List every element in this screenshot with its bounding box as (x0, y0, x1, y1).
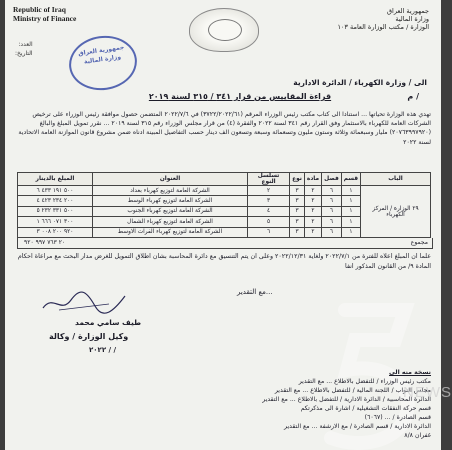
table-cell: ٣ (290, 196, 305, 206)
table-cell: ٦ (322, 217, 342, 227)
news-watermark-text: NEWS (403, 384, 452, 401)
table-cell: ٦ (322, 196, 342, 206)
state-emblem-icon (189, 8, 259, 52)
arabic-letterhead (337, 7, 429, 31)
reference-block (15, 40, 33, 58)
subject-prefix: م / (407, 92, 419, 101)
table-cell: الشركة العامة لتوزيع كهرباء الفرات الاوسط (93, 227, 248, 237)
table-cell: ٤ (248, 206, 290, 216)
copies-title: نسخة منه الى (389, 369, 431, 376)
table-cell: ٣ (248, 196, 290, 206)
table-total-row (17, 238, 433, 249)
ar-letterhead-line1: جمهورية العراق (387, 7, 429, 15)
body-paragraph-1: تهدي هذه الوزارة تحياتها ... استنادا الى كتاب مكتب رئيس الوزراء المرقم (٣٧٢٢/٢٠٢٢/٦١) في ٢٠٢٢/٧/٦ المتضمن حصول موافقة رئيس الوزراء على ترخيص الشركات العامة للكهرباء بالاستثمار وفق القرار رقم ٣٤١ لسنة ٢٠٢٢ والفقرة (٤) من قرار مجلس الوزراء رقم ٣١٥ لسنة ٢٠١٩ ... نقرر تمويل المبلغ والبالغ (٢٠٧٦٣٩٩٧٩٢٠) مليار وسبعمائة وثلاثة وستون مليون وتسعمائة وسبعة وتسعون الف دينار حسب التفاصيل المبينة ادناه ضمن مشروع قانون الموازنة العامة الاتحادية لسنة ٢٠٢٢ (18, 111, 431, 146)
table-cell: ٢ (248, 186, 290, 196)
table-cell: ٦ (322, 227, 342, 237)
ar-letterhead-line3: الوزارة / مكتب الوزارة العامة ١٠٣ (337, 23, 429, 31)
total-value: ٢٠ ٧٦٣ ٩٩٧ ٩٢٠ (24, 239, 66, 246)
table-cell: ٣ (290, 227, 305, 237)
table-cell: الشركة العامة لتوزيع كهرباء الجنوب (93, 206, 248, 216)
body-paragraph-2: علما ان المبلغ اعلاه للفترة من ٢٠٢٢/٧/١ ولغاية ٢٠٢٢/١٢/٣١ وعلى ان يتم التنسيق مع دائرة المحاسبة بشان اطلاق التمويل للغرض مدار البحث مع مراعاة احكام المادة ٩/ من القانون المذكور انفا (17, 253, 431, 270)
table-cell: ٦ (248, 227, 290, 237)
table-cell: ١ (341, 227, 360, 237)
eagle-wing-icon (208, 19, 242, 41)
regards-line: ...مع التقدير (237, 288, 273, 296)
en-letterhead-line1: Republic of Iraq (13, 5, 66, 14)
table-cell: ٢ (304, 217, 321, 227)
table-cell: ٢٠٠ ٢٣٤ ٤٢٣ ٤ (18, 196, 93, 206)
signatory-name: طيف سامي محمد (75, 318, 142, 327)
table-header-cell: مادة (304, 173, 321, 186)
table-cell: الشركة العامة لتوزيع كهرباء الشمال (93, 217, 248, 227)
table-cell: ٢٩ الوزارة / المركز الكهرباء (361, 186, 431, 238)
table-cell: ١ (341, 186, 360, 196)
table-header-cell: نوع (290, 173, 305, 186)
table-header-cell: الباب (361, 173, 431, 186)
list-item: قسم الصادرة / ... (٦٠٦٧) (364, 414, 431, 421)
subject-line: قراءة المقاييس من قرار ٣٤١ / ٣١٥ لسنة ٢٠١٩ (148, 92, 332, 101)
handwritten-signature-icon (39, 290, 129, 316)
table-cell: ٢ (304, 206, 321, 216)
table-cell: ٢ (304, 196, 321, 206)
allocation-table (17, 172, 431, 238)
table-cell: الشركة العامة لتوزيع كهرباء بغداد (93, 186, 248, 196)
table-cell: ١ (341, 206, 360, 216)
signatory-title: وكيل الوزارة / وكالة (49, 332, 129, 341)
table-cell: ٩٢٠ ٢٠٠ ٠٠٨ ٣ (18, 227, 93, 237)
table-header-cell: قسم (341, 173, 360, 186)
reference-date-label: التاريخ: (15, 50, 33, 57)
document-page (5, 0, 452, 450)
english-letterhead (13, 6, 76, 23)
list-item: غفران ٨/٨ (404, 432, 431, 439)
table-cell: ٣٠٠ ٠٧١ ٦٦٦ ١ (18, 217, 93, 227)
ar-letterhead-line2: وزارة المالية (395, 15, 429, 23)
total-label: مجموع (410, 239, 428, 246)
table-cell: ٦ (322, 186, 342, 196)
table-cell: ٥٠٠ ١٩١ ٤٣٣ ٦ (18, 186, 93, 196)
table-cell: ٣ (290, 186, 305, 196)
list-item: الدائرة المحاسبية / الدائرة الادارية / للتفضل بالاطلاع ... مع التقدير (262, 396, 431, 403)
table-header-cell: تسلسل النوع (248, 173, 290, 186)
reference-number-label: العدد: (18, 41, 33, 48)
table-cell: ١ (341, 217, 360, 227)
en-letterhead-line2: Ministry of Finance (13, 13, 77, 23)
table-cell: ٥٠٠ ٣٣١ ٢٣٢ ٥ (18, 206, 93, 216)
copies-to-block (191, 368, 431, 440)
list-item: مكتب رئيس الوزراء / للتفضل بالاطلاع ... مع التقدير (298, 378, 431, 385)
table-cell: ٣ (290, 217, 305, 227)
table-cell: ٥ (248, 217, 290, 227)
table-cell: الشركة العامة لتوزيع كهرباء الوسط (93, 196, 248, 206)
stamp-text: جمهورية العراق وزارة المالية (77, 43, 125, 66)
signature-date: / / ٢٠٢٢ (89, 346, 117, 354)
list-item: الدائرة الادارية / قسم الصادرة / مع الارشفة ... مع التقدير (284, 423, 431, 430)
ministry-stamp-icon (66, 32, 141, 95)
table-header-row (18, 173, 431, 186)
table-header-cell: العنوان (93, 173, 248, 186)
list-item: قسم حركة النفقات التشغيلية / اشارة الى مذكرتكم (300, 405, 431, 412)
table-cell: ٣ (290, 206, 305, 216)
table-cell: ٢ (304, 186, 321, 196)
table-cell: ٢ (304, 227, 321, 237)
table-row (18, 186, 431, 196)
table-header-cell: فصل (322, 173, 342, 186)
list-item: مجلس النواب / اللجنة المالية / للتفضل بالاطلاع ... مع التقدير (274, 387, 431, 394)
addressee-line: الى / وزارة الكهرباء / الدائرة الادارية (293, 78, 427, 87)
table-cell: ٦ (322, 206, 342, 216)
table-header-cell: المبلغ بالدينار (18, 173, 93, 186)
table-cell: ١ (341, 196, 360, 206)
